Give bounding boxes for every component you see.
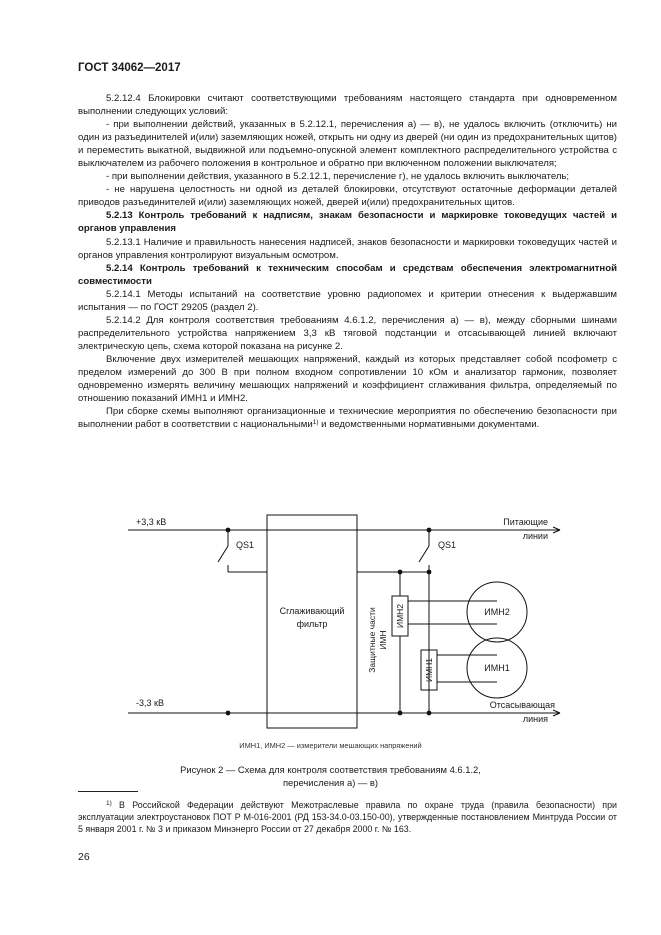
footnote-divider — [78, 791, 138, 792]
return-line-label: Отсасывающая — [489, 700, 555, 710]
clause-5-2-13-1: 5.2.13.1 Наличие и правильность нанесения надписей, знаков безопасности и маркировки токоведущих частей и органов управления контролируют визуальным осмотром. — [78, 236, 617, 261]
page-number: 26 — [78, 851, 90, 863]
filter-label-1: Сглаживающий — [279, 606, 345, 616]
condition-3: - не нарушена целостность ни одной из деталей блокировки, отсутствуют остаточные деформации деталей приводов разъединителей и(или) заземляющих ножей, дверей и(или) предохранительных щитов. — [78, 184, 617, 209]
heading-5-2-14: 5.2.14 Контроль требований к техническим способам и средствам обеспечения электромагнитной совместимости — [78, 262, 617, 287]
clause-5-2-14-1: 5.2.14.1 Методы испытаний на соответствие уровню радиопомех и критерии отнесения к выдержавшим испытания — по ГОСТ 29205 (раздел 2). — [78, 288, 617, 313]
plus-voltage-label: +3,3 кВ — [136, 517, 167, 527]
protection-imn1-label: ИМН1 — [424, 657, 434, 683]
condition-1: - при выполнении действий, указанных в 5.2.12.1, перечисления а) — в), не удалось включить (отключить) ни один из разъединителей и(или) заземляющих ножей, открыть ни одну из дверей (ни один из предохранительных щитов) и переместить выкатной, выдвижной или подъемно-опускной элемент комплектного распределительного устройства с выключателем из рабочего положения в контрольное и обратно при включенном положении выключателя; — [78, 119, 617, 170]
switch-left-label: QS1 — [236, 540, 255, 550]
clause-5-2-12-4: 5.2.12.4 Блокировки считают соответствующими требованиям настоящего стандарта при одновременном выполнении следующих условий: — [78, 93, 617, 118]
figure-caption: Рисунок 2 — Схема для контроля соответствия требованиям 4.6.1.2, перечисления а) — в) — [180, 764, 481, 788]
supply-lines-label-2: линии — [522, 531, 548, 541]
switch-right-label: QS1 — [438, 540, 457, 550]
heading-5-2-13: 5.2.13 Контроль требований к надписям, знакам безопасности и маркировке токоведущих частей и органов управления — [78, 210, 617, 235]
safety-paragraph: При сборке схемы выполняют организационные и технические мероприятия по обеспечению безопасности при выполнении работ в соответствии с национальными$^{1)}$ и ведомственными нормативными документами. — [78, 406, 617, 431]
footnote-ref[interactable]: 1) — [312, 419, 319, 427]
switch-left-blade — [218, 546, 228, 562]
meter-imn1-label: ИМН1 — [484, 663, 510, 673]
minus-voltage-label: -3,3 кВ — [136, 698, 164, 708]
measurement-paragraph: Включение двух измерителей мешающих напряжений, каждый из которых представляет собой псофометр с пределом измерений до 300 В при полном входном сопротивлении 10 кОм и анализатор гармоник, позволяет одновременно измерять величину мешающих напряжений и коэффициент сглаживания фильтра, определяемый по отношению показаний ИМН1 и ИМН2. — [78, 353, 617, 405]
filter-label-2: фильтр — [296, 619, 328, 629]
protection-imn2-label: ИМН2 — [395, 603, 405, 629]
protective-parts-label-1: Защитные части — [367, 607, 377, 673]
supply-lines-label: Питающие — [503, 517, 548, 527]
protective-parts-label-2: ИМН — [378, 630, 388, 650]
return-line-label-2: линия — [522, 714, 548, 724]
figure-legend: ИМН1, ИМН2 — измерители мешающих напряжений — [239, 741, 422, 750]
footnote: $^{1)}$ В Российской Федерации действуют Межотраслевые правила по охране труда (правила безопасности) при эксплуатации электроустановок ПОТ Р М-016-2001 (РД 153-34.0-03.150-00), утвержденные постановлением Минтруда России от 5 января 2001 г. № 3 и приказом Минэнерго России от 27 декабря 2000 г. № 163. — [78, 800, 617, 835]
clause-5-2-14-2: 5.2.14.2 Для контроля соответствия требованиям 4.6.1.2, перечисления а) — в), между сборными шинами распределительного устройства напряжением 3,3 кВ тяговой подстанции и отсасывающей линией включают электрическую цепь, схема которой показана на рисунке 2. — [78, 314, 617, 352]
document-header: ГОСТ 34062—2017 — [78, 62, 181, 74]
switch-right-blade — [419, 546, 429, 562]
footnote-mark: 1) — [106, 800, 112, 807]
condition-2: - при выполнении действия, указанного в 5.2.12.1, перечисление г), не удалось включить выключатель; — [106, 171, 570, 183]
meter-imn2-label: ИМН2 — [484, 607, 510, 617]
